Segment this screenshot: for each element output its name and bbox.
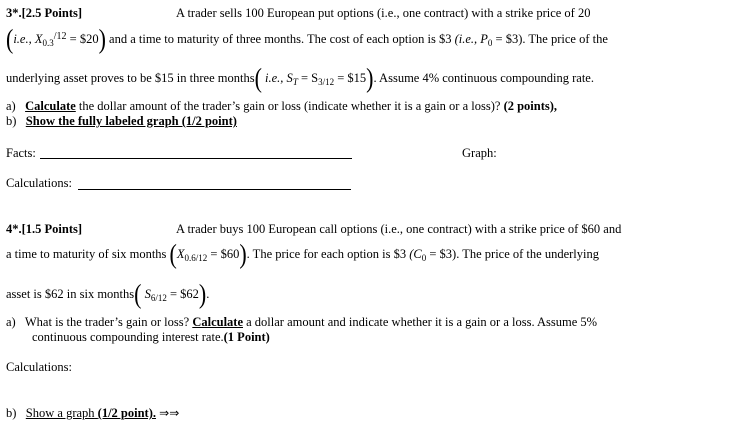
q3-ie3-mid: = S bbox=[300, 71, 319, 85]
q3-part-a bbox=[6, 99, 557, 114]
double-arrow-icon: ⇒⇒ bbox=[159, 406, 180, 420]
q4-line3: asset is $62 in six months( $S_{6/12}$ = $62). bbox=[6, 277, 210, 310]
q4-line3-start: asset is $62 in six months bbox=[6, 287, 135, 301]
q4-ie1-val: = $60 bbox=[210, 247, 240, 261]
q4-line2: a time to maturity of six months ($X_{0.6/12}$ = $60). The price for each option is $3 ($C_0$ = $3). The price of the underlying bbox=[6, 237, 599, 270]
q4-part-a bbox=[6, 315, 597, 330]
q4-heading: 4*.[1.5 Points] bbox=[6, 222, 83, 236]
q3-part-a-label: a) bbox=[6, 99, 16, 113]
q4-ie1-sub: 0.6 bbox=[184, 253, 196, 263]
q3-part-a-text: the dollar amount of the trader’s gain or loss (indicate whether it is a gain or a loss)? bbox=[78, 99, 501, 113]
q3-calc-line[interactable] bbox=[78, 189, 351, 190]
q4-line2-end: . The price of the underlying bbox=[456, 247, 599, 261]
q4-ie3-val: = $62 bbox=[169, 287, 199, 301]
q4-line2-mid: . The price for each option is $3 bbox=[246, 247, 407, 261]
q4-line2-start: a time to maturity of six months bbox=[6, 247, 167, 261]
q4-ie1: X bbox=[176, 247, 185, 261]
q4-part-a-points: (1 Point) bbox=[223, 330, 270, 344]
q3-part-b-label: b) bbox=[6, 114, 17, 128]
q4-ie2-sub: 0 bbox=[421, 253, 427, 263]
q4-part-a-action: Calculate bbox=[192, 315, 243, 329]
q4-part-b-label: b) bbox=[6, 406, 17, 420]
q3-part-a-action: Calculate bbox=[25, 99, 76, 113]
q3-ie3-sub: T bbox=[292, 77, 298, 87]
q3-calc-label: Calculations: bbox=[6, 176, 72, 190]
q3-facts-label: Facts: bbox=[6, 146, 36, 160]
q3-ie1-frac: /12 bbox=[53, 31, 67, 42]
q3-ie3: i.e., S bbox=[265, 71, 293, 85]
q3-part-b bbox=[6, 114, 237, 129]
q3-ie2-val: = $3) bbox=[495, 32, 523, 46]
q3-ie1-sub: 0.3 bbox=[42, 38, 54, 48]
q4-ie1-frac: /12 bbox=[195, 253, 208, 263]
q3-line2-mid: and a time to maturity of three months. The cost of each option is $3 bbox=[109, 32, 452, 46]
q4-part-a-text1: What is the trader’s gain or loss? bbox=[24, 315, 190, 329]
q3-heading: 3*.[2.5 Points] bbox=[6, 6, 83, 20]
q3-ie1-val: = $20 bbox=[69, 32, 99, 46]
q3-ie3-frac: 3/12 bbox=[318, 77, 335, 87]
q3-part-a-points: (2 points), bbox=[503, 99, 558, 113]
q4-ie2-val: = $3) bbox=[429, 247, 457, 261]
q4-part-a-cont bbox=[32, 330, 270, 345]
q4-ie2: (C bbox=[409, 247, 422, 261]
q3-ie2-sub: 0 bbox=[487, 38, 493, 48]
q4-ie3: S bbox=[144, 287, 151, 301]
q3-ie1: i.e., X bbox=[13, 32, 43, 46]
q4-calc-label: Calculations: bbox=[6, 360, 72, 374]
q4-intro: A trader buys 100 European call options (i.e., one contract) with a strike price of $60 and bbox=[176, 222, 622, 236]
q4-part-b-text: Show a graph bbox=[25, 406, 95, 420]
q3-graph-label: Graph: bbox=[462, 146, 497, 160]
q3-facts-line[interactable] bbox=[40, 158, 352, 159]
q3-part-b-text: Show the fully labeled graph (1/2 point) bbox=[25, 114, 237, 128]
q3-line3-end: . Assume 4% continuous compounding rate. bbox=[373, 71, 594, 85]
q3-line2-end: . The price of the bbox=[522, 32, 608, 46]
q3-line2: (i.e., $X_{0.3}^{/12}$ = $20) and a time to maturity of three months. The cost of each option is $3 (i.e., $P_0$ = $3). The price of the bbox=[6, 22, 608, 55]
q4-part-a-label: a) bbox=[6, 315, 16, 329]
q3-intro: A trader sells 100 European put options (i.e., one contract) with a strike price of 20 bbox=[176, 6, 591, 20]
q4-part-b bbox=[6, 406, 179, 421]
q4-line3-end: . bbox=[206, 287, 210, 301]
q3-line3: underlying asset proves to be $15 in three months( i.e., $S_T = S_{3/12}$ = $15). Assume 4% continuous compounding rate. bbox=[6, 61, 594, 94]
q4-part-a-text2: a dollar amount and indicate whether it is a gain or a loss. Assume 5% bbox=[246, 315, 598, 329]
q4-ie3-frac: 6/12 bbox=[150, 293, 167, 303]
q4-part-b-points: (1/2 point). bbox=[97, 406, 157, 420]
q3-ie2: (i.e., P bbox=[454, 32, 488, 46]
q4-part-a-text3: continuous compounding interest rate. bbox=[32, 330, 224, 344]
q3-line3-start: underlying asset proves to be $15 in three months bbox=[6, 71, 255, 85]
q3-ie3-val: = $15 bbox=[337, 71, 367, 85]
